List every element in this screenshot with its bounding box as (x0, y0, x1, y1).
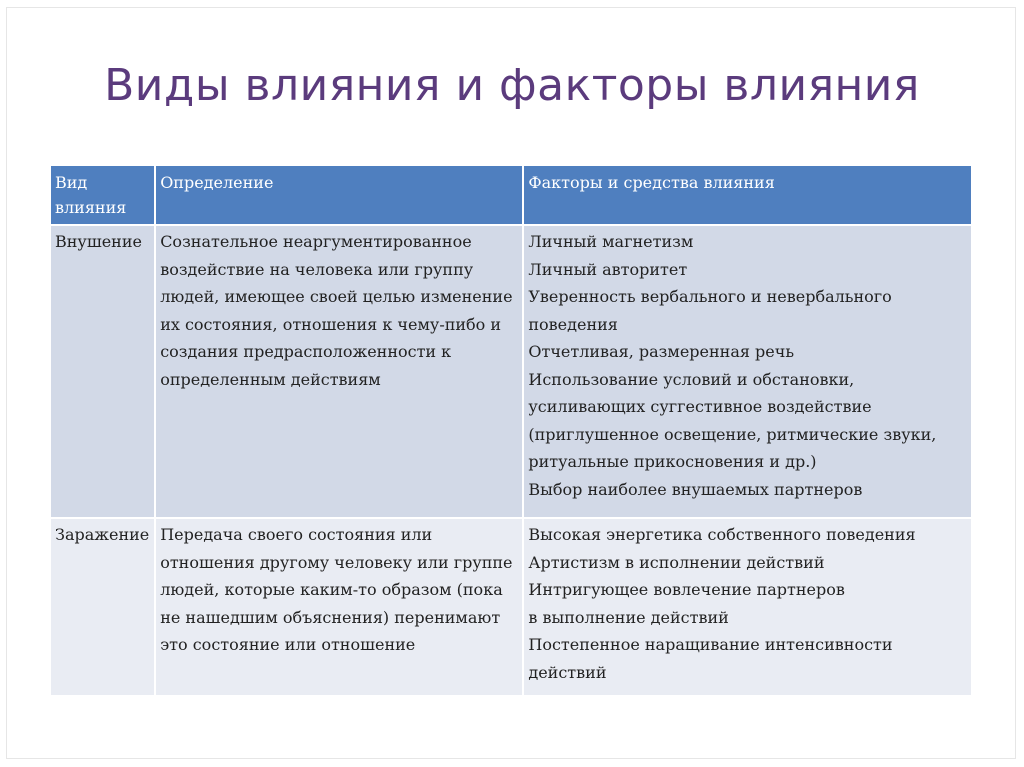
cell-definition (155, 225, 523, 518)
table-row (50, 518, 972, 696)
cell-factors (523, 225, 972, 518)
factor-line: поведения (528, 314, 618, 334)
factor-line: Личный магнетизм (528, 232, 694, 251)
header-type-line1: Вид (55, 173, 88, 192)
header-type-line2: влияния (55, 198, 127, 217)
factor-line: Высокая энергетика собственного поведения (528, 525, 916, 544)
definition-line: людей, имеющее своей целью изменение (160, 287, 513, 306)
factor-line: Личный авторитет (528, 259, 688, 279)
factor-line: Выбор наиболее внушаемых партнеров (528, 479, 863, 499)
factor-line: Интригующее вовлечение партнеров (528, 580, 845, 599)
definition-line: Сознательное неаргументированное (160, 232, 472, 251)
factor-line: Использование условий и обстановки, (528, 369, 855, 389)
definition-line: это состояние или отношение (160, 635, 416, 654)
cell-factors (523, 518, 972, 696)
cell-type: Заражение (50, 518, 155, 696)
cell-type: Внушение (50, 225, 155, 518)
definition-line: воздействие на человека или группу (160, 259, 474, 279)
header-definition: Определение (155, 165, 523, 225)
factor-line: действий (528, 662, 607, 682)
definition-line: не нашедшим объяснения) перенимают (160, 607, 501, 627)
slide-title: Виды влияния и факторы влияния (104, 60, 920, 111)
cell-definition (155, 518, 523, 696)
header-type (50, 165, 155, 225)
factor-line: в выполнение действий (528, 607, 729, 627)
definition-line: Передача своего состояния или (160, 525, 433, 544)
factor-line: Уверенность вербального и невербального (528, 287, 892, 306)
table-header-row (50, 165, 972, 225)
factor-line: (приглушенное освещение, ритмические звуки, (528, 424, 937, 444)
definition-line: отношения другому человеку или группе (160, 552, 513, 572)
influence-table (49, 164, 973, 697)
factor-line: Постепенное наращивание интенсивности (528, 635, 893, 654)
factor-line: Артистизм в исполнении действий (528, 552, 825, 572)
factor-line: Отчетливая, размеренная речь (528, 342, 795, 361)
factor-line: усиливающих суггестивное воздействие (528, 397, 872, 416)
factor-line: ритуальные прикосновения и др.) (528, 452, 817, 471)
definition-line: их состояния, отношения к чему-пибо и (160, 314, 502, 334)
header-factors: Факторы и средства влияния (523, 165, 972, 225)
table-row (50, 225, 972, 518)
definition-line: определенным действиям (160, 369, 381, 389)
definition-line: создания предрасположенности к (160, 342, 452, 361)
definition-line: людей, которые каким-то образом (пока (160, 580, 503, 599)
